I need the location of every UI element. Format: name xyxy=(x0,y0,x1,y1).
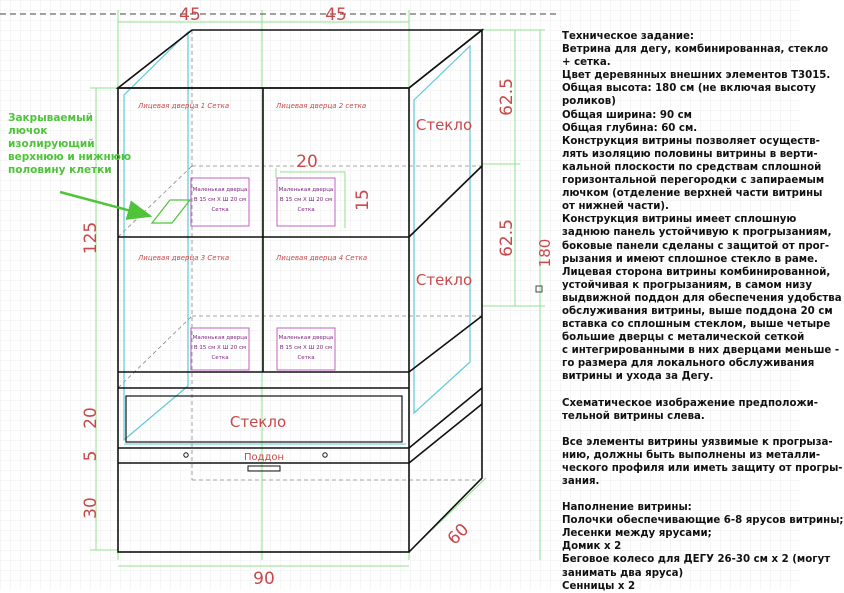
door3-label: Лицевая дверца 3 Сетка xyxy=(138,254,230,262)
spec-line: с интегрированными в них дверцами меньше - xyxy=(562,345,840,357)
dim-band: 20 xyxy=(81,407,101,429)
spec-line: лять изоляцию половины витрины в верти- xyxy=(562,148,818,160)
dim-width: 90 xyxy=(253,569,275,589)
spec-line: зания. xyxy=(562,476,600,487)
spec-line: Общая высота: 180 см (не включая высоту xyxy=(562,83,816,95)
spec-line: занимать два яруса) xyxy=(562,567,684,579)
spec-line: Все элементы витрины уязвимые к прогрыза- xyxy=(562,436,833,448)
spec-line: рызания и имеют сплошное стекло в раме. xyxy=(562,253,818,265)
spec-line: Цвет деревянных внешних элементов Т3015. xyxy=(562,70,831,82)
small-door-2-line3: Сетка xyxy=(297,207,315,213)
spec-line: го размера для локального обслуживания xyxy=(562,358,815,370)
dim-base: 30 xyxy=(81,497,101,519)
spec-line: Общая ширина: 90 см xyxy=(562,109,693,121)
small-door-1-line3: Сетка xyxy=(211,207,229,213)
dim-height-total: 125 xyxy=(81,221,101,255)
callout-line-2: лючок xyxy=(8,125,48,137)
spec-line: Конструкция витрины позволяет осуществ- xyxy=(562,135,820,147)
dim-tray: 5 xyxy=(81,450,101,462)
spec-line: устойчивая к прогрызаниям, в самом низу xyxy=(562,279,812,291)
dim-inner-width: 20 xyxy=(296,152,318,172)
callout-line-5: половину клетки xyxy=(8,164,112,176)
spec-line xyxy=(562,423,798,436)
spec-line: + сетка. xyxy=(562,57,611,69)
tray-label: Поддон xyxy=(243,452,285,463)
callout-line-1: Закрываемый xyxy=(8,112,93,124)
spec-line: лючком (отделение верхней части витрины xyxy=(562,188,823,200)
spec-line: горизонтальной перегородки с запираемым xyxy=(562,175,825,187)
spec-line: Домик х 2 xyxy=(562,541,622,553)
glass-lower-label: Стекло xyxy=(415,271,473,289)
spec-line: ческого профиля или иметь защиту от прогры- xyxy=(562,462,843,474)
small-door-1-line1: Маленькая дверца xyxy=(192,187,248,193)
dim-inner-height: 15 xyxy=(353,189,373,211)
small-door-4-line1: Маленькая дверца xyxy=(278,335,334,341)
small-door-2-line2: В 15 см Х Ш 20 см xyxy=(279,197,333,203)
spec-line: заднюю панель устойчивую к прогрызаниям, xyxy=(562,227,832,239)
small-door-2-line1: Маленькая дверца xyxy=(278,187,334,193)
spec-line: тельной витрины слева. xyxy=(562,410,705,422)
spec-line: кальной плоскости по средствам сплошной xyxy=(562,161,822,173)
spec-line: выдвижной поддон для обеспечения удобства xyxy=(562,292,842,304)
spec-line: Ветрина для дегу, комбинированная, стекло xyxy=(562,44,829,56)
small-door-3-line2: В 15 см Х Ш 20 см xyxy=(193,345,247,351)
small-door-3-line3: Сетка xyxy=(211,355,229,361)
spec-line xyxy=(562,384,798,397)
small-door-4-line2: В 15 см Х Ш 20 см xyxy=(279,345,333,351)
small-door-1-line2: В 15 см Х Ш 20 см xyxy=(193,197,247,203)
spec-line: Полочки обеспечивающие 6-8 ярусов витрины; xyxy=(562,515,844,527)
dim-lower: 62.5 xyxy=(497,219,517,257)
small-door-3-line1: Маленькая дверца xyxy=(192,335,248,341)
dim-total: 180 xyxy=(536,238,554,268)
spec-line: Сенницы х 2 xyxy=(562,580,636,592)
spec-line: боковые панели сделаны с защитой от прог- xyxy=(562,240,830,252)
glass-front-label: Стекло xyxy=(229,413,287,431)
spec-line: Схематическое изображение предположи- xyxy=(562,397,819,409)
small-door-4-line3: Сетка xyxy=(297,355,315,361)
spec-line: Лесенки между ярусами; xyxy=(562,528,712,540)
spec-line: Общая глубина: 60 см. xyxy=(562,122,698,134)
glass-upper-label: Стекло xyxy=(415,116,473,134)
spec-line: вставка со сплошным стеклом, выше четыре xyxy=(562,319,831,331)
callout-line-4: верхнюю и нижнюю xyxy=(8,151,132,163)
spec-line: большие дверцы с металической сеткой xyxy=(562,332,805,344)
door4-label: Лицевая дверца 4 Сетка xyxy=(276,254,368,262)
spec-line: Техническое задание: xyxy=(562,31,694,42)
spec-line: витрины и ухода за Дегу. xyxy=(562,371,714,383)
spec-line: роликов) xyxy=(562,96,616,108)
door2-label: Лицевая дверца 2 сетка xyxy=(276,102,367,110)
spec-line: Беговое колесо для ДЕГУ 26-30 см х 2 (могут xyxy=(562,554,831,566)
spec-line xyxy=(562,488,798,501)
dim-top-left: 45 xyxy=(179,5,201,25)
door1-label: Лицевая дверца 1 Сетка xyxy=(138,102,230,110)
dim-top-right: 45 xyxy=(325,5,347,25)
spec-line: обслуживания витрины, выше поддона 20 см xyxy=(562,305,833,317)
dim-upper: 62.5 xyxy=(497,78,517,116)
spec-line: от нижней части). xyxy=(562,201,669,213)
spec-text xyxy=(562,30,844,593)
callout-note xyxy=(8,112,132,177)
spec-line: Конструкция витрины имеет сплошную xyxy=(562,214,797,226)
callout-line-3: изолирующий xyxy=(8,138,95,150)
dim-depth: 60 xyxy=(443,519,474,550)
spec-line: Лицевая сторона витрины комбинированной, xyxy=(562,266,831,278)
spec-line: нию, должны быть выполнены из металли- xyxy=(562,449,821,461)
spec-line: Наполнение витрины: xyxy=(562,502,692,514)
